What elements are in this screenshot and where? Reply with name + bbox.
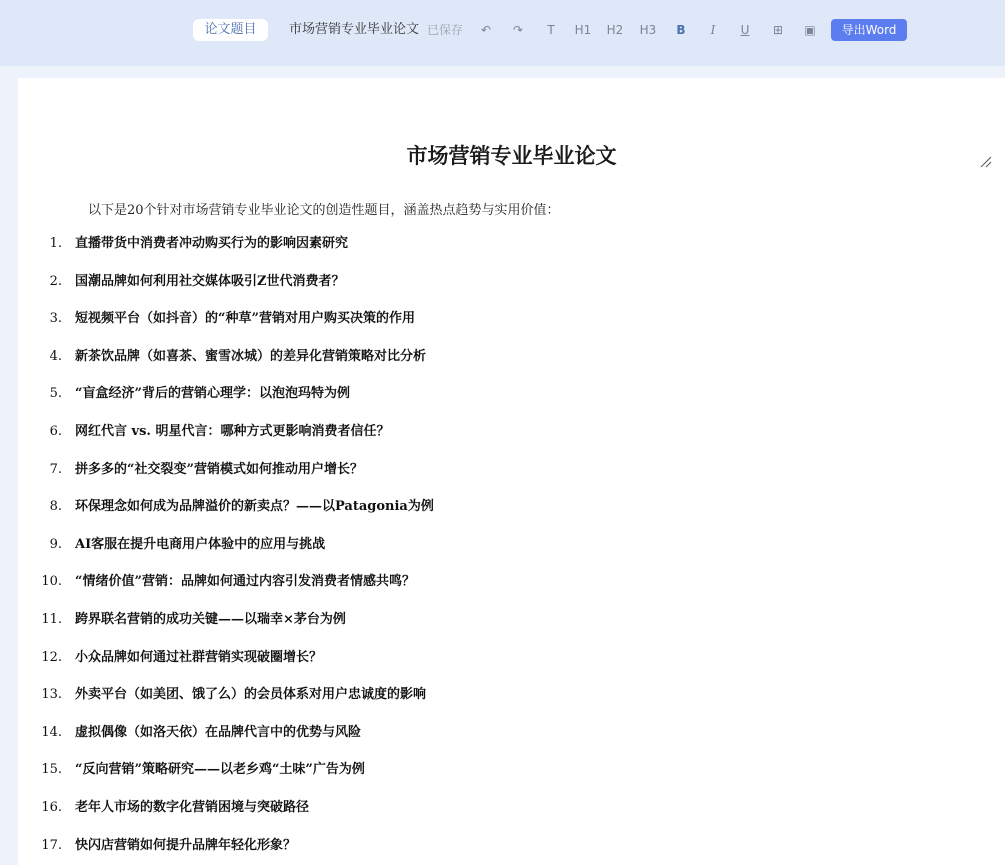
heading-2-icon[interactable]: H2 <box>606 23 624 37</box>
heading-3-icon[interactable]: H3 <box>639 23 657 37</box>
bold-icon[interactable]: B <box>676 23 686 37</box>
list-item-text[interactable]: 环保理念如何成为品牌溢价的新卖点？——以Patagonia为例 <box>75 499 434 514</box>
list-item-text[interactable]: “反向营销”策略研究——以老乡鸡“土味”广告为例 <box>75 762 365 777</box>
list-item-number: 7. <box>49 462 62 477</box>
list-item-number: 13. <box>41 687 62 702</box>
list-item-number: 9. <box>49 537 62 552</box>
image-icon[interactable]: ▣ <box>804 23 816 37</box>
export-word-button[interactable]: 导出Word <box>831 19 907 41</box>
italic-icon[interactable]: I <box>710 23 716 37</box>
list-item-text[interactable]: 小众品牌如何通过社群营销实现破圈增长？ <box>75 650 323 665</box>
table-icon[interactable]: ⊞ <box>772 23 784 37</box>
list-item-text[interactable]: 外卖平台（如美团、饿了么）的会员体系对用户忠诚度的影响 <box>75 687 427 702</box>
list-item-number: 1. <box>49 236 62 251</box>
list-item-number: 16. <box>41 800 62 815</box>
list-item-number: 10. <box>41 574 62 589</box>
list-item-text[interactable]: 拼多多的“社交裂变”营销模式如何推动用户增长？ <box>75 462 363 477</box>
list-item-text[interactable]: 国潮品牌如何利用社交媒体吸引Z世代消费者？ <box>75 274 345 289</box>
list-item-number: 12. <box>41 650 62 665</box>
list-item-text[interactable]: 网红代言 vs. 明星代言：哪种方式更影响消费者信任？ <box>75 424 390 439</box>
list-item-number: 17. <box>41 838 62 853</box>
list-item-number: 5. <box>49 386 62 401</box>
redo-icon[interactable]: ↷ <box>512 23 524 37</box>
list-item-text[interactable]: 虚拟偶像（如洛天依）在品牌代言中的优势与风险 <box>75 725 362 740</box>
list-item-text[interactable]: 跨界联名营销的成功关键——以瑞幸×茅台为例 <box>75 612 346 627</box>
undo-icon[interactable]: ↶ <box>480 23 492 37</box>
document-page[interactable] <box>18 78 1005 865</box>
list-item-text[interactable]: AI客服在提升电商用户体验中的应用与挑战 <box>75 537 326 552</box>
underline-icon[interactable]: U <box>740 23 750 37</box>
list-item-text[interactable]: 直播带货中消费者冲动购买行为的影响因素研究 <box>75 236 349 251</box>
list-item-number: 2. <box>49 274 62 289</box>
page-title[interactable]: 市场营销专业毕业论文 <box>406 145 617 168</box>
list-item-text[interactable]: 老年人市场的数字化营销困境与突破路径 <box>75 800 310 815</box>
list-item-text[interactable]: “情绪价值”营销：品牌如何通过内容引发消费者情感共鸣？ <box>75 574 415 589</box>
heading-1-icon[interactable]: H1 <box>574 23 592 37</box>
list-item-number: 3. <box>49 311 62 326</box>
list-item-text[interactable]: 短视频平台（如抖音）的“种草”营销对用户购买决策的作用 <box>75 311 415 326</box>
document-title-label[interactable]: 市场营销专业毕业论文 <box>289 22 420 37</box>
intro-paragraph[interactable]: 以下是20个针对市场营销专业毕业论文的创造性题目，涵盖热点趋势与实用价值： <box>88 203 560 218</box>
list-item-number: 6. <box>49 424 62 439</box>
list-item-number: 8. <box>49 499 62 514</box>
resize-handle-icon[interactable] <box>980 156 992 168</box>
list-item-number: 14. <box>41 725 62 740</box>
text-style-icon[interactable]: T <box>547 23 555 37</box>
topic-button[interactable]: 论文题目 <box>193 19 268 41</box>
list-item-text[interactable]: 新茶饮品牌（如喜茶、蜜雪冰城）的差异化营销策略对比分析 <box>75 349 427 364</box>
editor-toolbar <box>0 0 1005 66</box>
list-item-text[interactable]: “盲盒经济”背后的营销心理学：以泡泡玛特为例 <box>75 386 350 401</box>
list-item-text[interactable]: 快闪店营销如何提升品牌年轻化形象？ <box>75 838 297 853</box>
list-item-number: 11. <box>41 612 62 627</box>
list-item-number: 15. <box>41 762 62 777</box>
save-status: 已保存 <box>427 23 464 37</box>
list-item-number: 4. <box>49 349 62 364</box>
